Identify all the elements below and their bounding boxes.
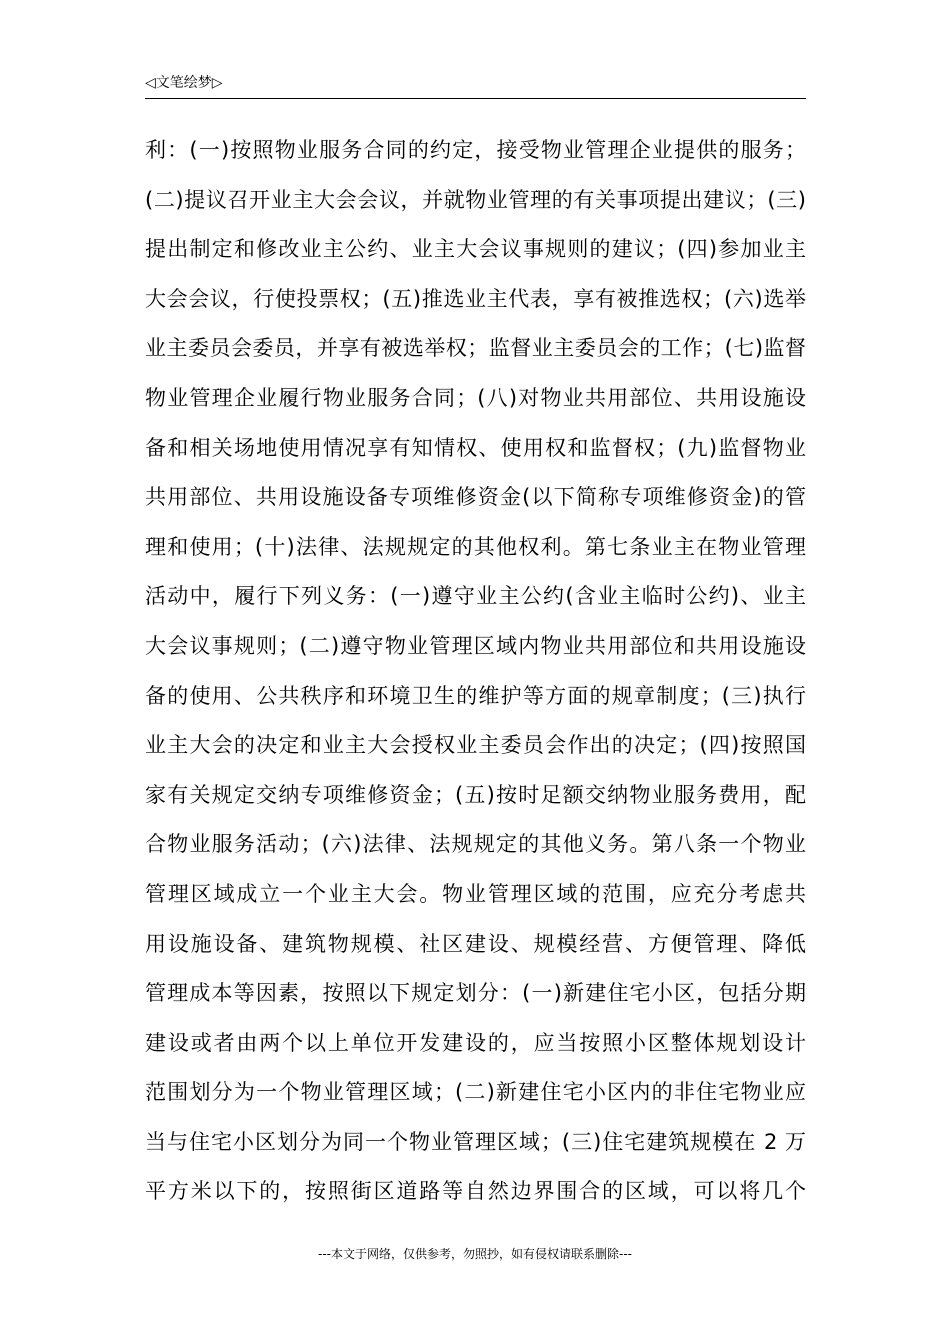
body-line: 业主大会的决定和业主大会授权业主委员会作出的决定；(四)按照国 (145, 733, 806, 758)
body-line: 管理成本等因素，按照以下规定划分：(一)新建住宅小区，包括分期 (145, 981, 806, 1006)
body-line: 建设或者由两个以上单位开发建设的，应当按照小区整体规划设计 (145, 1030, 806, 1055)
body-line: 备的使用、公共秩序和环境卫生的维护等方面的规章制度；(三)执行 (145, 683, 806, 708)
body-line: 范围划分为一个物业管理区域；(二)新建住宅小区内的非住宅物业应 (145, 1080, 806, 1105)
body-line: 活动中，履行下列义务：(一)遵守业主公约(含业主临时公约)、业主 (145, 584, 806, 609)
body-line: 备和相关场地使用情况享有知情权、使用权和监督权；(九)监督物业 (145, 435, 806, 460)
body-line: 管理区域成立一个业主大会。物业管理区域的范围，应充分考虑共 (145, 881, 806, 906)
body-line: 平方米以下的，按照街区道路等自然边界围合的区域，可以将几个 (145, 1179, 806, 1204)
body-line: 共用部位、共用设施设备专项维修资金(以下简称专项维修资金)的管 (145, 485, 806, 510)
body-line: 大会会议，行使投票权；(五)推选业主代表，享有被推选权；(六)选举 (145, 286, 806, 311)
body-line: 提出制定和修改业主公约、业主大会议事规则的建议；(四)参加业主 (145, 237, 806, 262)
body-line: 大会议事规则；(二)遵守物业管理区域内物业共用部位和共用设施设 (145, 633, 806, 658)
page-header (145, 72, 806, 99)
body-line: 业主委员会委员，并享有被选举权；监督业主委员会的工作；(七)监督 (145, 336, 806, 361)
header-title: ◁文笔绘梦▷ (145, 75, 223, 91)
body-line: (二)提议召开业主大会会议，并就物业管理的有关事项提出建议；(三) (145, 187, 806, 212)
body-line: 用设施设备、建筑物规模、社区建设、规模经营、方便管理、降低 (145, 931, 806, 956)
body-line: 合物业服务活动；(六)法律、法规规定的其他义务。第八条一个物业 (145, 832, 806, 857)
body-line: 理和使用；(十)法律、法规规定的其他权利。第七条业主在物业管理 (145, 534, 806, 559)
body-line: 利：(一)按照物业服务合同的约定，接受物业管理企业提供的服务； (145, 138, 806, 162)
document-body (145, 126, 806, 1217)
body-line: 物业管理企业履行物业服务合同；(八)对物业共用部位、共用设施设 (145, 385, 806, 410)
page-footer-disclaimer: ---本文于网络，仅供参考，勿照抄，如有侵权请联系删除--- (318, 1247, 632, 1261)
body-line: 家有关规定交纳专项维修资金；(五)按时足额交纳物业服务费用，配 (145, 782, 806, 807)
body-line: 当与住宅小区划分为同一个物业管理区域；(三)住宅建筑规模在 2 万 (145, 1129, 806, 1154)
